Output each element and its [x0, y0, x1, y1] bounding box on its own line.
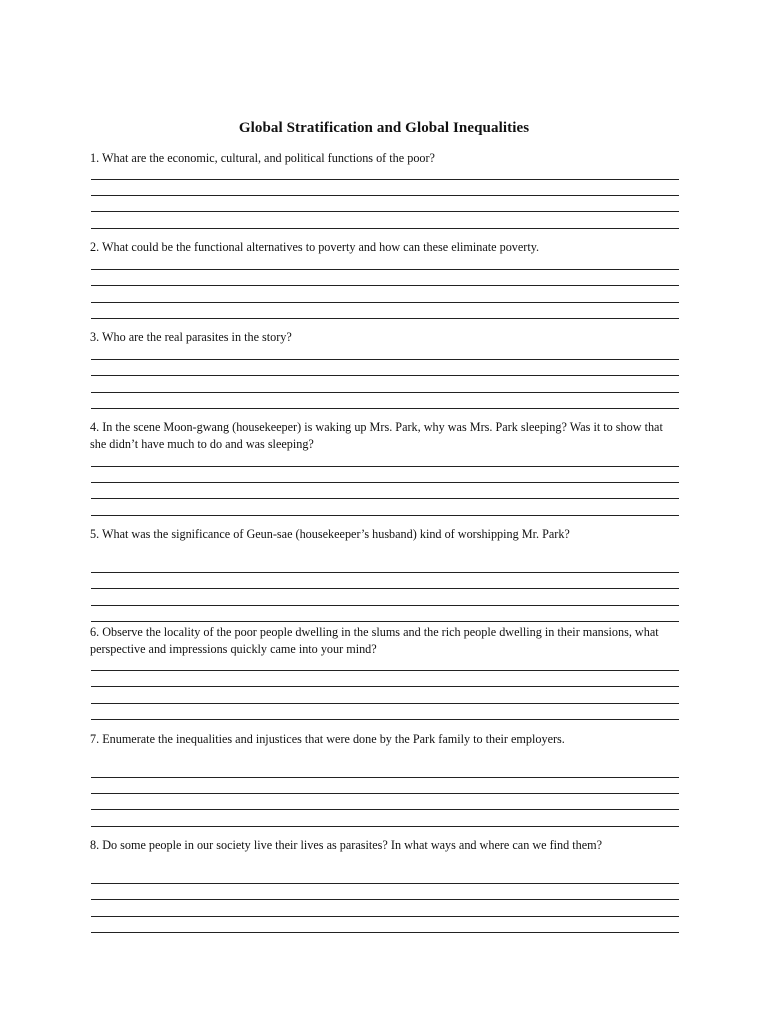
answer-line [91, 686, 679, 687]
page-title: Global Stratification and Global Inequalities [238, 120, 530, 136]
answer-line [91, 179, 679, 180]
answer-line [91, 621, 679, 622]
question-4: 4. In the scene Moon-gwang (housekeeper) is waking up Mrs. Park, why was Mrs. Park sleeping? Was it to show that she didn’t have much to do and was sleeping? [90, 420, 663, 451]
answer-line [91, 482, 679, 483]
question-1: 1. What are the economic, cultural, and political functions of the poor? [90, 151, 435, 165]
answer-line [91, 269, 679, 270]
question-6: 6. Observe the locality of the poor people dwelling in the slums and the rich people dwelling in their mansions, what perspective and impressions quickly came into your mind? [90, 625, 659, 656]
answer-line [91, 375, 679, 376]
answer-line [91, 670, 679, 671]
answer-line [91, 883, 679, 884]
answer-line [91, 211, 679, 212]
answer-line [91, 703, 679, 704]
answer-line [91, 719, 679, 720]
answer-line [91, 899, 679, 900]
answer-line [91, 498, 679, 499]
answer-line [91, 916, 679, 917]
answer-line [91, 777, 679, 778]
question-8: 8. Do some people in our society live their lives as parasites? In what ways and where can we find them? [90, 838, 603, 852]
answer-line [91, 605, 679, 606]
answer-line [91, 408, 679, 409]
question-5: 5. What was the significance of Geun-sae (housekeeper’s husband) kind of worshipping Mr. Park? [90, 527, 570, 541]
answer-line [91, 302, 679, 303]
answer-line [91, 826, 679, 827]
question-3: 3. Who are the real parasites in the story? [90, 330, 292, 344]
answer-line [91, 809, 679, 810]
answer-line [91, 466, 679, 467]
answer-line [91, 793, 679, 794]
answer-line [91, 392, 679, 393]
question-2: 2. What could be the functional alternatives to poverty and how can these eliminate poverty. [90, 240, 540, 254]
answer-line [91, 195, 679, 196]
answer-line [91, 359, 679, 360]
answer-line [91, 588, 679, 589]
answer-line [91, 228, 679, 229]
answer-line [91, 318, 679, 319]
question-7: 7. Enumerate the inequalities and injustices that were done by the Park family to their employers. [90, 732, 565, 746]
answer-line [91, 572, 679, 573]
answer-line [91, 932, 679, 933]
answer-line [91, 515, 679, 516]
answer-line [91, 285, 679, 286]
